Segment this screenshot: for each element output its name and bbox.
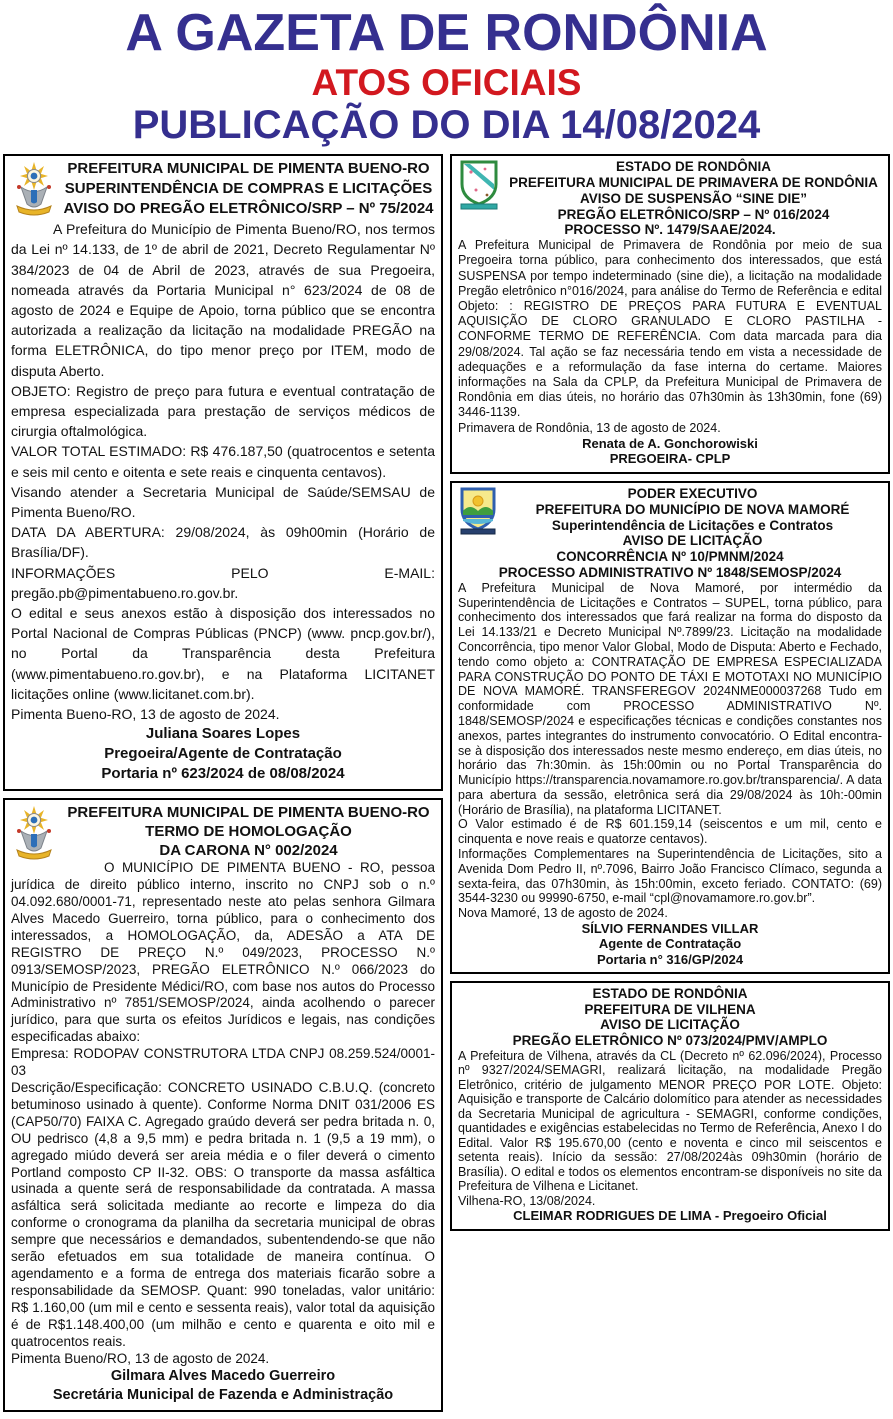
- notice-header-line: SUPERINTENDÊNCIA DE COMPRAS E LICITAÇÕES: [64, 180, 433, 198]
- notice-header-line: AVISO DE LICITAÇÃO: [622, 533, 763, 549]
- signature-role: PREGOEIRA- CPLP: [609, 451, 731, 467]
- notice-paragraph: Primavera de Rondônia, 13 de agosto de 2024.: [458, 420, 721, 435]
- gazette-title: A GAZETA DE RONDÔNIA: [125, 4, 768, 62]
- notice-paragraph: O edital e seus anexos estão à disposição dos interessados no Portal Nacional de Compras Públicas (PNCP) (www. pncp.gov.br/), no Portal da Transparência desta Prefeitura (www.pimentabueno.ro.gov.br), e na Plataforma LICITANET licitações online (www.licitanet.com.br).: [11, 605, 435, 702]
- notice-paragraph: O MUNICÍPIO DE PIMENTA BUENO - RO, pessoa jurídica de direito público interno, inscrito no CNPJ sob o n.º 04.092.680/0001-71, representado neste ato pelas senhora Gilmara Alves Macedo Guerreiro, torna público, para o conhecimento dos interessados, a HOMOLOGAÇÃO, da, ADESÃO a ATA DE REGISTRO DE PREÇO N.º 049/2023, PROCESSO N.º 0913/SEMOSP/2023, PREGÃO ELETRÔNICO N.º 066/2023 do Município de Presidente Médici/RO, com base nos autos do Processo Administrativo nº 7851/SEMOSP/2024, ainda acolhendo o parecer jurídico, para que surta os efeitos Jurídicos e legais, nas condições especificadas abaixo:: [11, 860, 435, 1045]
- notice-header-line: PREFEITURA MUNICIPAL DE PRIMAVERA DE RONDÔNIA: [509, 174, 878, 190]
- notice-paragraph: A Prefeitura Municipal de Nova Mamoré, por intermédio da Superintendência de Licitações e Contratos – SUPEL, torna público, para conhecimento dos interessados que fará realizar na forma do disposto da Lei 14.133/21 e Decreto Municipal Nº.7899/23. Licitação na modalidade Concorrência, tipo menor Valor Global, Modo de Disputa: Aberto e Fechado, tendo como objeto a: CONTRATAÇÃO DE EMPRESA ESPECIALIZADA PARA CONSTRUÇÃO DO PONTO DE TÁXI E MOTOTAXI NO MUNICÍPIO DE NOVA MAMORÉ. TRANSFEREGOV 2024NME000037268 Tudo em conformidade com PROCESSO ADMINISTRATIVO Nº. 1848/SEMOSP/2024 e especificações técnicas e condições constantes nos anexos, partes integrantes do instrumento convocatório. O Edital encontra-se à disposição dos interessados neste mesmo endereço, em dias úteis, no horário das 7h:30min. às 15h:00min ou no Portal Transparência do Município https://transparencia.novamamore.ro.gov.br/transparencia/. A data para abertura da sessão, eletrônica será dia 29/08/2024 às 10h:-00min (Horário de Brasília), na plataforma LICITANET.: [458, 580, 882, 817]
- primavera-de-rondonia-crest-icon: [458, 160, 500, 212]
- notice-paragraph: Descrição/Especificação: CONCRETO USINADO C.B.U.Q. (concreto betuminoso usinado à quente). Conforme Norma DNIT 031/2006 ES (CAP50/70) FAIXA C. Agregado graúdo deverá ser pedra britada n. 0, OU pedrisco (4,8 a 9,5 mm) e pedra britada n. 1 (9,5 a 19 mm), o agregado miúdo deverá ser areia média e o filer deverá o cimento Portland composto CP II-32. OBS: O transporte da massa asfáltica usinada a quente será de responsabilidade da contratada. A massa asfáltica será solicitada mediante ao recorte e limpeza do dia conforme o cronograma da planilha da secretaria municipal de obras sempre que necessários e demandados, subentendendo-se que não serão efetuados em sua totalidade de maneira contínua. O agendamento e a forma de entrega dos materiais ficarão sobre a responsabilidade da SEMOSP. Quant: 990 toneladas, valor unitário: R$ 1.160,00 (um mil e cento e sessenta reais), valor total da aquisição é de R$1.148.400,00 (um milhão e cento e quarenta e oito mil e quatrocentos reais.: [11, 1080, 435, 1349]
- notice-vilhena-licitacao: [450, 981, 890, 1231]
- signature-name: Juliana Soares Lopes: [145, 725, 301, 743]
- notice-header-line: AVISO DE SUSPENSÃO “SINE DIE”: [579, 190, 808, 206]
- notice-paragraph: A Prefeitura Municipal de Primavera de Rondônia por meio de sua Pregoeira torna público, para conhecimento dos interessados, que está SUSPENSA por tempo indeterminado (sine die), a licitação na modalidade Pregão eletrônico n°016/2024, para análise do Termo de Referência e edital Objeto: : REGISTRO DE PREÇOS PARA FUTURA E EVENTUAL AQUISIÇÃO DE CLORO GRANULADO E CLORO PASTILHA - CONFORME TERMO DE REFERÊNCIA. Com data marcada para dia 29/08/2024. Tal ação se faz necessária tendo em vista a necessidade de adequações e a reformulação da fase interna do certame. Maiores informações na Sala da CPLP, da Prefeitura Municipal de Primavera de Rondônia em dias úteis, no horário das 07h30min às 13h30min, fone (69) 3446-1139.: [458, 238, 882, 420]
- signature-name: Gilmara Alves Macedo Guerreiro: [110, 1368, 336, 1385]
- notice-paragraph: A Prefeitura de Vilhena, através da CL (Decreto nº 62.096/2024), Processo nº 9327/2024/SEMAGRI, realizará licitação, na modalidade Pregão Eletrônico, critério de julgamento MENOR PREÇO POR LOTE. Objeto: Aquisição e transporte de Calcário dolomítico para atender as necessidades da Secretaria Municipal de agricultura - SEMAGRI, conforme condições, quantidades e exigências estabelecidas no Termo de Referência, Anexo I do Edital. Valor R$ 195.670,00 (cento e noventa e cinco mil seiscentos e setenta reais). Início da sessão: 27/08/2024às 09h30min (horário de Brasília). O edital e todos os elementos encontram-se disponíveis no site da Prefeitura de Vilhena e Licitanet.: [458, 1048, 882, 1194]
- notice-header-line: PREFEITURA MUNICIPAL DE PIMENTA BUENO-RO: [67, 804, 430, 822]
- pimenta-bueno-crest-icon: [11, 804, 57, 860]
- signature-portaria: Portaria n° 316/GP/2024: [596, 951, 744, 967]
- notice-paragraph: VALOR TOTAL ESTIMADO: R$ 476.187,50 (quatrocentos e setenta e seis mil cento e oitenta e sete reais e cinquenta centavos).: [11, 443, 435, 480]
- notice-paragraph: Empresa: RODOPAV CONSTRUTORA LTDA CNPJ 08.259.524/0001-03: [11, 1046, 435, 1079]
- notice-header-line: PREFEITURA DE VILHENA: [584, 1001, 756, 1017]
- notice-header: [458, 486, 882, 581]
- notice-paragraph: Pimenta Bueno/RO, 13 de agosto de 2024.: [11, 1350, 270, 1366]
- signature-role: Secretária Municipal de Fazenda e Administração: [52, 1387, 394, 1404]
- notice-paragraph: Visando atender a Secretaria Municipal de Saúde/SEMSAU de Pimenta Bueno/RO.: [11, 483, 435, 520]
- left-column: [3, 154, 443, 1419]
- notice-paragraph: O Valor estimado é de R$ 601.159,14 (seiscentos e um mil, cento e cinquenta e nove reais e quatorze centavos).: [458, 817, 882, 847]
- notice-header-line: Superintendência de Licitações e Contratos: [551, 517, 834, 533]
- notice-paragraph: Informações Complementares na Superintendência de Licitações, sito a Avenida Dom Pedro II, nº.7096, Bairro João Francisco Clímaco, segunda a sexta-feira, das 07h30min, às 15h:00min, exceto feriado. CONTATO: (69) 3544-3230 ou 99990-6750, e-mail “cpl@novamamore.ro.gov.br”.: [458, 847, 882, 906]
- notice-header-line: PREFEITURA MUNICIPAL DE PIMENTA BUENO-RO: [67, 160, 430, 178]
- notice-paragraph: DATA DA ABERTURA: 29/08/2024, às 09h00min (Horário de Brasília/DF).: [11, 524, 435, 561]
- notice-header: [458, 986, 882, 1048]
- pimenta-bueno-crest-icon: [11, 160, 57, 216]
- signature-name: Renata de A. Gonchorowiski: [582, 435, 758, 451]
- notice-primavera-suspensao: [450, 154, 890, 474]
- notice-paragraph: Nova Mamoré, 13 de agosto de 2024.: [458, 906, 668, 921]
- notice-header-line: AVISO DO PREGÃO ELETRÔNICO/SRP – Nº 75/2024: [63, 200, 434, 218]
- notice-header-line: PREFEITURA DO MUNICÍPIO DE NOVA MAMORÉ: [535, 501, 850, 517]
- signature-name: SÍLVIO FERNANDES VILLAR: [581, 921, 759, 937]
- notice-header-line: AVISO DE LICITAÇÃO: [600, 1017, 740, 1033]
- publication-date-line: PUBLICAÇÃO DO DIA 14/08/2024: [132, 102, 761, 147]
- signature-name: CLEIMAR RODRIGUES DE LIMA - Pregoeiro Oficial: [513, 1208, 827, 1224]
- notice-header-line: PODER EXECUTIVO: [627, 485, 758, 501]
- notice-header-line: ESTADO DE RONDÔNIA: [615, 159, 771, 175]
- right-column: [450, 154, 890, 1238]
- nova-mamore-crest-icon: [458, 487, 498, 537]
- masthead: [3, 0, 890, 154]
- notice-header-line: DA CARONA N° 002/2024: [159, 842, 338, 860]
- notice-nova-mamore-licitacao: [450, 481, 890, 974]
- signature-portaria: Portaria nº 623/2024 de 08/08/2024: [101, 765, 345, 783]
- notice-header-line: PREGÃO ELETRÔNICO Nº 073/2024/PMV/AMPLO: [512, 1033, 828, 1049]
- notice-paragraph: Pimenta Bueno-RO, 13 de agosto de 2024.: [11, 706, 280, 723]
- notice-header-line: PREGÃO ELETRÔNICO/SRP – Nº 016/2024: [557, 206, 830, 222]
- notice-header: [11, 159, 435, 219]
- notice-header-line: CONCORRÊNCIA Nº 10/PMNM/2024: [556, 549, 784, 565]
- notice-header-line: PROCESSO Nº. 1479/SAAE/2024.: [564, 222, 776, 238]
- gazette-subtitle: ATOS OFICIAIS: [311, 62, 582, 104]
- notice-header: [458, 159, 882, 238]
- notice-header: [11, 803, 435, 860]
- notice-header-line: ESTADO DE RONDÔNIA: [592, 986, 748, 1002]
- notice-header-line: PROCESSO ADMINISTRATIVO Nº 1848/SEMOSP/2024: [498, 564, 842, 580]
- signature-role: Agente de Contratação: [598, 936, 742, 952]
- notice-paragraph: A Prefeitura do Município de Pimenta Bueno/RO, nos termos da Lei nº 14.133, de 1º de abril de 2021, Decreto Regulamentar Nº 384/2023 de 04 de Abril de 2023, através de sua Pregoeira, nomeada através da Portaria Municipal n° 623/2024 de 08 de agosto de 2024 e Equipe de Apoio, torna público que se encontra autorizada a realização da licitação na modalidade PREGÃO na forma ELETRÔNICA, do tipo menor preço por ITEM, modo de disputa Aberto.: [11, 221, 435, 379]
- notice-pimenta-bueno-pregao: [3, 154, 443, 791]
- notice-header-line: TERMO DE HOMOLOGAÇÃO: [145, 823, 352, 841]
- notice-paragraph: OBJETO: Registro de preço para futura e eventual contratação de empresa especializada para prestação de serviços médicos de cirurgia oftalmológica.: [11, 382, 435, 440]
- signature-role: Pregoeira/Agente de Contratação: [104, 745, 342, 763]
- two-column-layout: [3, 154, 890, 1419]
- notice-paragraph: INFORMAÇÕES PELO E-MAIL: pregão.pb@pimentabueno.ro.gov.br.: [11, 564, 435, 601]
- notice-paragraph: Vilhena-RO, 13/08/2024.: [458, 1193, 596, 1208]
- notice-pimenta-bueno-homologacao: [3, 798, 443, 1412]
